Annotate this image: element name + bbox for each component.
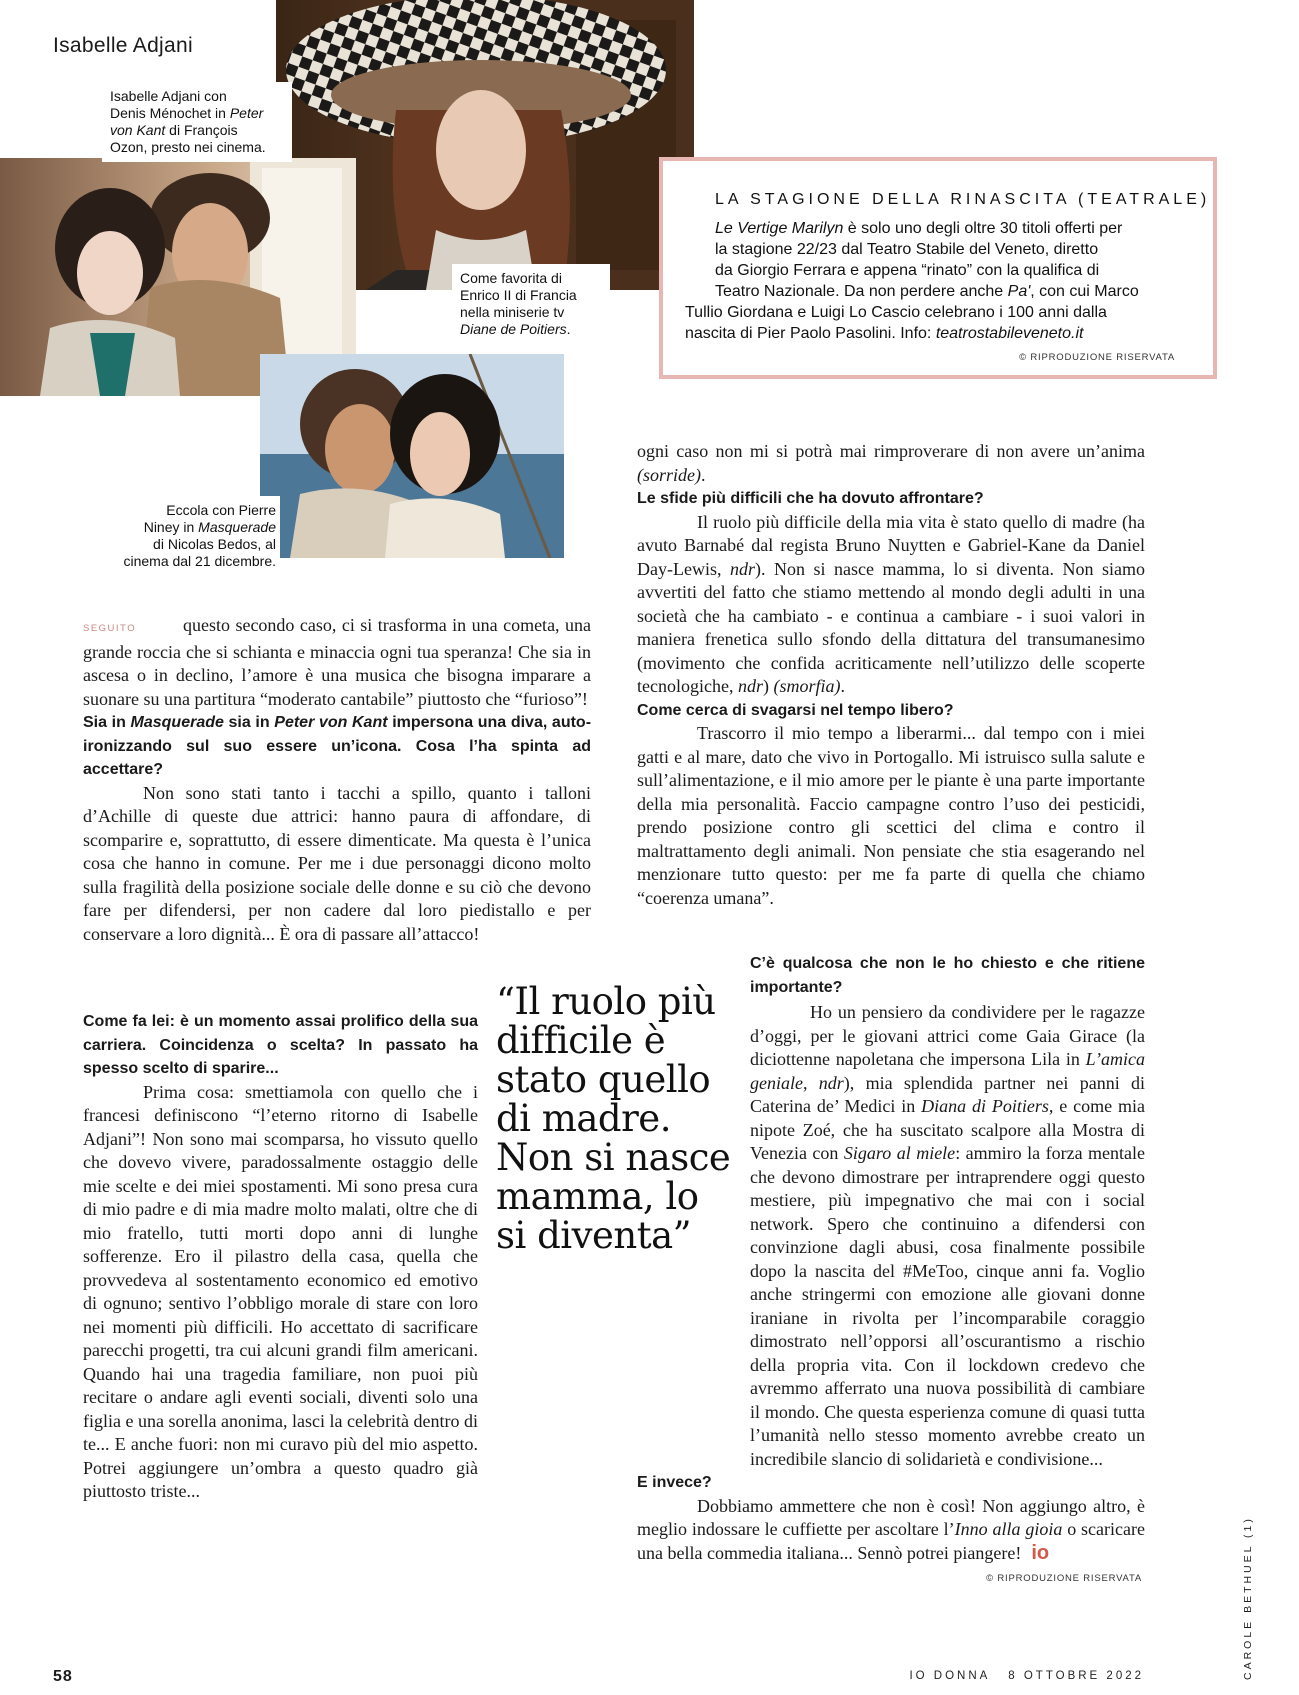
sidebar-line: Le Vertige Marilyn è solo uno degli oltre 30 titoli offerti per (715, 220, 1123, 237)
sidebar-line: Teatro Nazionale. Da non perdere anche Pa', con cui Marco (715, 283, 1139, 300)
paragraph: Trascorro il mio tempo a liberarmi... dal tempo con i miei gatti e al mare, dato che vivo in Portogallo. Mi istruisco sulla salute e sull’alimentazione, e il mio amore per le piante è una parte importante della mia personalità. Faccio campagne contro l’uso dei pesticidi, prendo posizione contro gli scettici del clima e contro il maltrattamento degli animali. Non pensiate che stia esagerando nel menzionare tutto questo: per me fa parte di quella che chiamo “coerenza umana”. (637, 723, 1145, 908)
paragraph: Dobbiamo ammettere che non è così! Non aggiungo altro, è meglio indossare le cuffiette per ascoltare l’Inno alla gioia o scaricare una bella commedia italiana... Sennò potrei piangere! io (637, 1495, 1145, 1564)
sidebar-box (659, 157, 1217, 379)
caption-photo-peter-von-kant: Isabelle Adjani con Denis Ménochet in Peter von Kant di François Ozon, presto nei cinema. (102, 82, 292, 162)
caption-photo-masquerade: Eccola con Pierre Niney in Masquerade di Nicolas Bedos, al cinema dal 21 dicembre. (100, 496, 280, 576)
photo-masquerade (260, 354, 564, 558)
sidebar-line: Tullio Giordana e Luigi Lo Cascio celebrano i 100 anni dalla (685, 304, 1107, 321)
right-column-lower (637, 1001, 1145, 1565)
question: Come cerca di svagarsi nel tempo libero? (637, 701, 954, 719)
caption-photo-diane: Come favorita di Enrico II di Francia nella miniserie tv Diane de Poitiers. (452, 264, 610, 344)
sidebar-line: nascita di Pier Paolo Pasolini. Info: teatrostabileveneto.it (685, 325, 1084, 342)
paragraph: Prima cosa: smettiamola con quello che i francesi definiscono “l’eterno ritorno di Isabelle Adjani”! Non sono mai scomparsa, ho vissuto quello che dovevo vivere, paradossalmente ostaggio delle mie scelte e dei miei spostamenti. Mi sono presa cura di mio padre e di mia madre molto malati, oltre che di mio fratello, tutti morti dopo anni di lunghe sofferenze. Ero il pilastro della casa, quella che provvedeva al sostentamento economico ed emotivo di ognuno; sentivo l’obbligo morale di stare con loro nei momenti più difficili. Ho accettato di sacrificare parecchi progetti, tra cui alcuni grandi film americani. Quando hai una tragedia familiare, non puoi più recitare o andare agli eventi sociali, diventi solo una figlia e una sorella anonima, lasci la celebrità dentro di te... E anche fuori: non mi curavo più del mio aspetto. Potrei aggiungere un’ombra a questo quadro già piuttosto triste... (83, 1081, 478, 1501)
paragraph: Ho un pensiero da condividere per le ragazze d’oggi, per le giovani attrici come Gaia Girace (la diciottenne napoletana che impersona Lila in L’amica geniale, ndr), mia splendida partner nei panni di Caterina de’ Medici in Diana di Poitiers, e come mia nipote Zoé, che ha suscitato scalpore alla Mostra di Venezia con Sigaro al miele: ammiro la forza mentale che devono dimostrare per intraprendere oggi questo mestiere, più impegnativo che mai con i social network. Spero che continuino a difendersi con convinzione dagli abusi, cosa finalmente possibile dopo la nascita del #MeToo, cinque anni fa. Voglio anche stringermi con emozione alle giovani donne iraniane in rivolta per l’incomparabile coraggio dimostrato nell’opporsi all’oscurantismo a rischio della propria vita. Con il lockdown credevo che avremmo afferrato una nuova possibilità di cambiare il mondo. Che questa esperienza comune di quasi tutta l’umanità nello stesso momento avrebbe creato un incredibile slancio di solidarietà e condivisione... (750, 1002, 1146, 1469)
io-logo-icon: io (1031, 1541, 1050, 1564)
paragraph: SEGUITO questo secondo caso, ci si trasforma in una cometa, una grande roccia che si schianta e minaccia ogni tua speranza! Che sia in ascesa o in declino, l’amore è una musica che bisogna imparare a suonare su una partitura “moderato cantabile” piuttosto che “furioso”! (83, 615, 591, 709)
paragraph: Il ruolo più difficile della mia vita è stato quello di madre (ha avuto Barnabé dal regista Bruno Nuytten e Gabriel-Kane da Daniel Day-Lewis, ndr). Non si nasce mamma, lo si diventa. Non siamo avvertiti del fatto che stiamo mettendo al mondo degli adulti in una società che ha cambiato - e continua a cambiare - i suoi valori in maniera frenetica sullo sfondo della dittatura del transumanesimo (movimento che confida acriticamente nell’utilizzo delle scoperte tecnologiche, ndr) (smorfia). (637, 511, 1145, 696)
magazine-info: IO DONNA 8 OTTOBRE 2022 (909, 1670, 1144, 1682)
question: Le sfide più difficili che ha dovuto affrontare? (637, 490, 984, 507)
left-column-middle (83, 1010, 478, 1504)
end-copyright: © RIPRODUZIONE RISERVATA (986, 1573, 1142, 1584)
section-title: Isabelle Adjani (53, 34, 193, 57)
sidebar-title: LA STAGIONE DELLA RINASCITA (TEATRALE) (715, 191, 1211, 208)
right-column (637, 440, 1145, 910)
page-number: 58 (53, 1668, 73, 1685)
paragraph: Non sono stati tanto i tacchi a spillo, quanto i talloni d’Achille di queste due attrici: hanno paura di affondare, di scomparire e, soprattutto, di essere dimenticate. Ma questa è l’unica cosa che hanno in comune. Per me i due personaggi dicono molto sulla fragilità della posizione sociale delle donne e su ciò che devono fare per difendersi, per non cadere dal loro piedistallo e per conservare a loro dignità... È ora di passare all’attacco! (83, 782, 591, 944)
paragraph: ogni caso non mi si potrà mai rimproverare di non avere un’anima (sorride). (637, 441, 1145, 485)
left-column (83, 614, 591, 946)
photo-credit-text: CAROLE BETHUEL (1) (1242, 1516, 1254, 1680)
question: Come fa lei: è un momento assai prolifico della sua carriera. Coincidenza o scelta? In passato ha spesso scelto di sparire... (83, 1013, 478, 1077)
sidebar-line: la stagione 22/23 dal Teatro Stabile del Veneto, diretto (715, 241, 1099, 258)
question: C’è qualcosa che non le ho chiesto e che ritiene importante? (750, 955, 1145, 996)
sidebar-line: da Giorgio Ferrara e appena “rinato” con la qualifica di (715, 262, 1100, 279)
question: E invece? (637, 1474, 712, 1491)
question: Sia in Masquerade sia in Peter von Kant impersona una diva, auto-ironizzando sul suo essere un’icona. Cosa l’ha spinta ad accettare? (83, 714, 592, 778)
pull-quote: “Il ruolo più difficile è stato quello di madre. Non si nasce mamma, lo si diventa” (496, 980, 731, 1257)
sidebar-copyright: © RIPRODUZIONE RISERVATA (1019, 352, 1175, 363)
seguito-label: SEGUITO (83, 623, 137, 634)
photo-credit (1242, 1480, 1262, 1680)
right-column-middle (750, 952, 1145, 999)
